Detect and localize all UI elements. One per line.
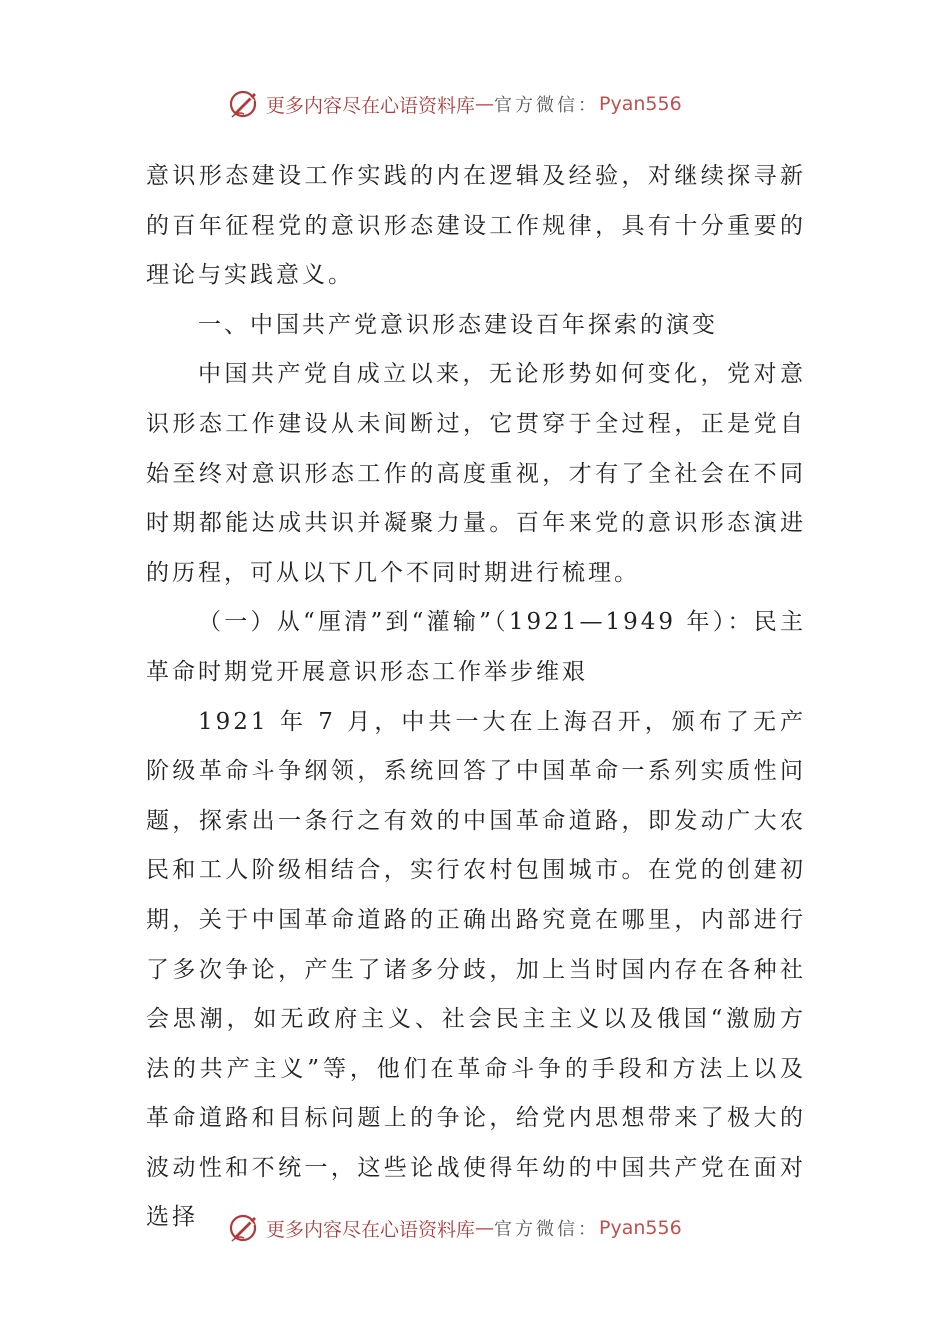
subsection-heading: （一）从“厘清”到“灌输”（1921—1949 年）：民主革命时期党开展意识形态工作举步维艰 <box>146 609 806 685</box>
banner-brand-text: 更多内容尽在心语资料库 <box>266 94 476 117</box>
paragraph-1921: 1921 年 7 月，中共一大在上海召开，颁布了无产阶级革命斗争纲领，系统回答了中国革命一系列实质性问题，探索出一条行之有效的中国革命道路，即发动广大农民和工人阶级相结合，实行农村包围城市。在党的创建初期，关于中国革命道路的正确出路究竟在哪里，内部进行了多次争论，产生了诸多分歧，加上当时国内存在各种社会思潮，如无政府主义、社会民主主义以及俄国“激励方法的共产主义”等，他们在革命斗争的手段和方法上以及革命道路和目标问题上的争论，给党内思想带来了极大的波动性和不统一，这些论战使得年幼的中国共产党在面对选择 <box>146 708 806 1231</box>
section-heading: 一、中国共产党意识形态建设百年探索的演变 <box>198 311 718 338</box>
header-watermark-banner <box>228 86 748 122</box>
banner-separator: — <box>475 93 495 115</box>
banner-wechat-handle: Pyan556 <box>599 93 682 115</box>
pen-logo-icon <box>228 87 262 121</box>
pen-logo-icon <box>228 1211 262 1245</box>
paragraph-intro: 中国共产党自成立以来，无论形势如何变化，党对意识形态工作建设从未间断过，它贯穿于全过程，正是党自始至终对意识形态工作的高度重视，才有了全社会在不同时期都能达成共识并凝聚力量。百年来党的意识形态演进的历程，可从以下几个不同时期进行梳理。 <box>146 361 806 586</box>
banner-wechat-label: 官方微信： <box>494 95 600 116</box>
footer-watermark-banner <box>228 1210 748 1246</box>
banner-wechat-handle: Pyan556 <box>599 1217 682 1239</box>
banner-wechat-label: 官方微信： <box>494 1219 600 1240</box>
document-body <box>146 152 806 1243</box>
paragraph-continuation: 意识形态建设工作实践的内在逻辑及经验，对继续探寻新的百年征程党的意识形态建设工作规律，具有十分重要的理论与实践意义。 <box>146 163 806 289</box>
banner-separator: — <box>475 1217 495 1239</box>
banner-brand-text: 更多内容尽在心语资料库 <box>266 1218 476 1241</box>
